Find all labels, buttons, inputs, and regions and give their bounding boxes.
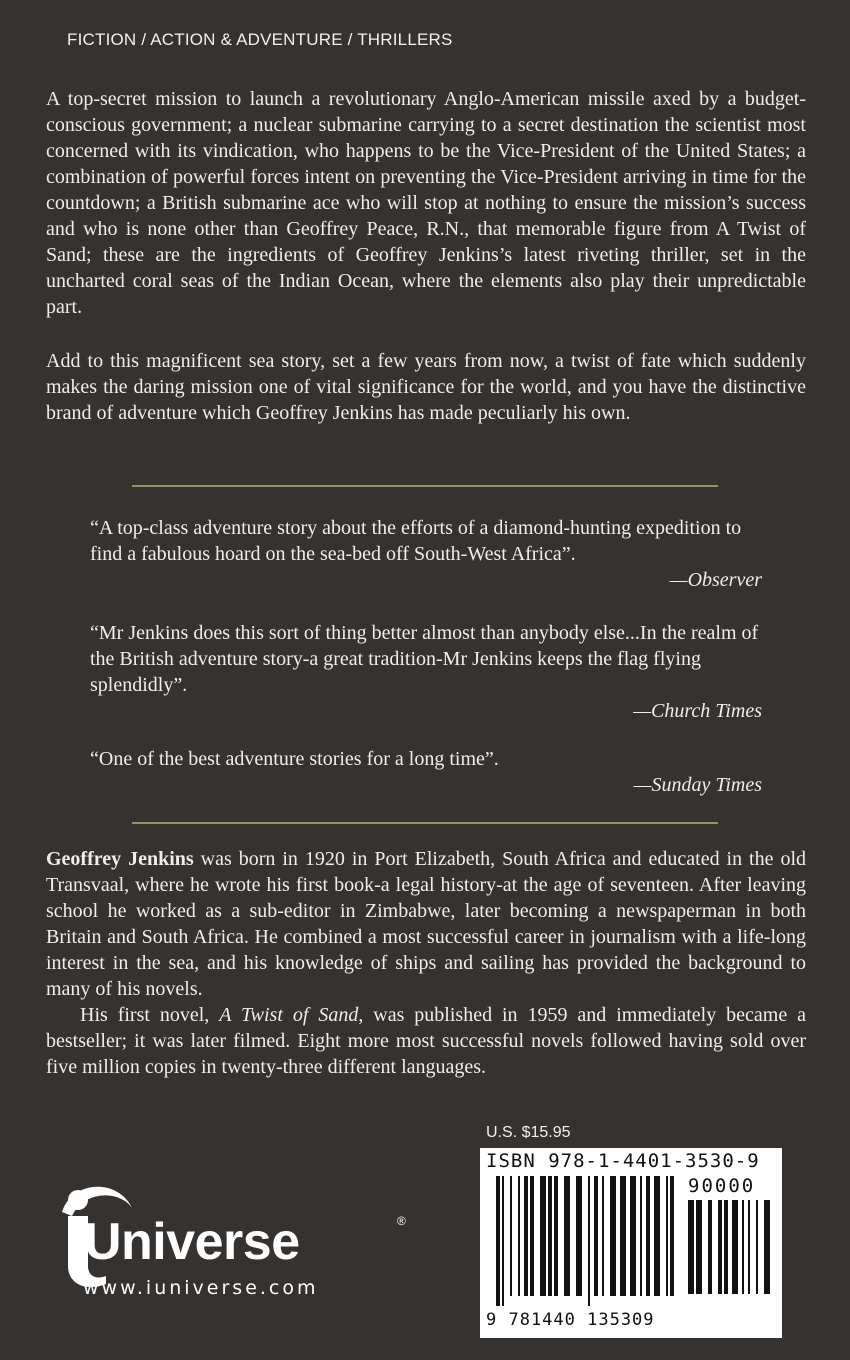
barcode-bar	[646, 1176, 650, 1296]
barcode-bar	[524, 1176, 528, 1296]
bio-text: was born in 1920 in Port Elizabeth, South Africa and educated in the old Transvaal, where he wrote his first book-a legal history-at the age of seventeen. After leaving school he worked as a sub-editor in Zimbabwe, later becoming a newspaperman in both Britain and South Africa. He combined a most successful career in journalism with a life-long interest in the sea, and his knowledge of ships and sailing has provided the background to many of his novels.	[46, 848, 807, 1000]
barcode-bar	[564, 1176, 570, 1296]
barcode-bar	[696, 1200, 702, 1294]
publisher-logo-text: iUniverse	[70, 1213, 300, 1271]
barcode-bar	[688, 1200, 694, 1294]
barcode-bar	[724, 1200, 728, 1294]
barcode-bar	[594, 1176, 598, 1296]
barcode-bar	[540, 1176, 546, 1296]
category-label: FICTION / ACTION & ADVENTURE / THRILLERS	[67, 30, 453, 49]
barcode-bar	[610, 1176, 616, 1296]
barcode-bar	[764, 1200, 770, 1294]
barcode-main-icon	[496, 1176, 680, 1306]
barcode-bar	[496, 1176, 500, 1306]
barcode-bar	[718, 1200, 722, 1294]
review-source: —Sunday Times	[633, 774, 762, 796]
review-quote-2	[90, 620, 762, 724]
barcode-bar	[732, 1200, 738, 1294]
review-source: —Church Times	[633, 700, 762, 722]
barcode-bar	[708, 1200, 712, 1294]
barcode-bar	[602, 1176, 604, 1296]
barcode-bar	[742, 1200, 744, 1294]
divider-bottom	[132, 822, 718, 824]
barcode-bar	[670, 1176, 674, 1296]
barcode-addon-label: 90000	[688, 1175, 756, 1197]
publisher-url: www.iuniverse.com	[83, 1277, 319, 1299]
review-quote-text: “Mr Jenkins does this sort of thing better almost than anybody else...In the realm of the British adventure story-a great tradition-Mr Jenkins keeps the flag flying splendidly”.	[90, 622, 759, 696]
barcode-addon-icon	[688, 1200, 772, 1304]
barcode-bar	[620, 1176, 626, 1296]
isbn-label: ISBN 978-1-4401-3530-9	[486, 1150, 760, 1172]
barcode-bar	[576, 1176, 582, 1296]
barcode-bar	[530, 1176, 534, 1296]
divider-top	[132, 485, 718, 487]
blurb-paragraph-1: A top-secret mission to launch a revolutionary Anglo-American missile axed by a budget-conscious government; a nuclear submarine carrying to a secret destination the scientist most concerned with its vindication, who happens to be the Vice-President of the United States; a combination of powerful forces intent on preventing the Vice-President arriving in time for the countdown; a British submarine ace who will stop at nothing to ensure the mission’s success and who is none other than Geoffrey Peace, R.N., that memorable figure from A Twist of Sand; these are the ingredients of Geoffrey Jenkins’s latest riveting thriller, set in the uncharted coral seas of the Indian Ocean, where the elements also play their unpredictable part.	[46, 88, 806, 318]
barcode-bar	[588, 1176, 590, 1306]
barcode-bar	[630, 1176, 636, 1296]
barcode-bar	[666, 1176, 668, 1296]
author-bio	[46, 846, 806, 1080]
price-label: U.S. $15.95	[486, 1124, 571, 1141]
bio-paragraph-2	[46, 1002, 806, 1080]
author-name: Geoffrey Jenkins	[46, 848, 194, 870]
barcode-bar	[548, 1176, 552, 1296]
bio-paragraph-1	[46, 846, 806, 1002]
barcode-bar	[554, 1176, 558, 1296]
review-quote-1	[90, 515, 762, 593]
barcode-bar	[756, 1200, 758, 1294]
barcode-bar	[510, 1176, 512, 1296]
barcode-bar	[654, 1176, 660, 1296]
ean-digits: 9 781440 135309	[486, 1310, 655, 1330]
barcode-bar	[518, 1176, 520, 1296]
review-quote-3	[90, 746, 762, 798]
barcode-bar	[502, 1176, 504, 1306]
review-quote-text: “One of the best adventure stories for a long time”.	[90, 748, 499, 770]
review-source: —Observer	[669, 569, 762, 591]
barcode-bar	[640, 1176, 642, 1296]
book-title: A Twist of Sand	[219, 1004, 359, 1026]
registered-mark: ®	[397, 1214, 406, 1228]
barcode-bar	[748, 1200, 750, 1294]
bio-text: , was published in 1959 and immediately became a bestseller; it was later filmed. Eight more most successful novels followed having sold over five million copies in twenty-three different languages.	[46, 1004, 806, 1078]
bio-text: His first novel,	[80, 1004, 220, 1026]
review-quote-text: “A top-class adventure story about the efforts of a diamond-hunting expedition to find a fabulous hoard on the sea-bed off South-West Africa”.	[90, 517, 742, 565]
blurb-paragraph-2: Add to this magnificent sea story, set a few years from now, a twist of fate which suddenly makes the daring mission one of vital significance for the world, and you have the distinctive brand of adventure which Geoffrey Jenkins has made peculiarly his own.	[46, 350, 806, 424]
